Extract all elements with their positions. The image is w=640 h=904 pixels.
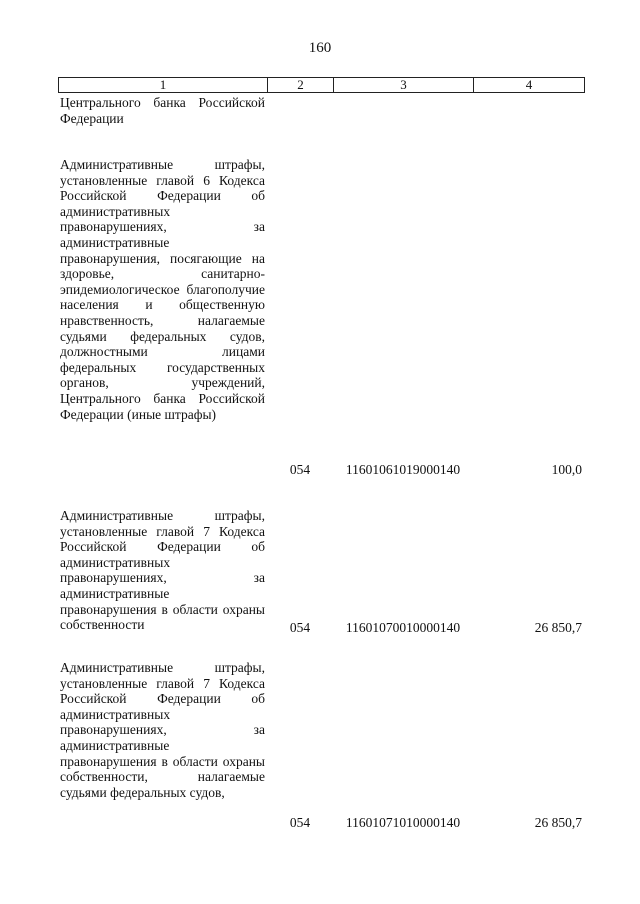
row-description: Административные штрафы, установленные главой 7 Кодекса Российской Федерации об административных правонарушениях, за административные правонарушения в области охраны собственности — [60, 508, 265, 633]
row-kbk: 11601071010000140 — [345, 815, 461, 830]
row-description: Административные штрафы, установленные главой 7 Кодекса Российской Федерации об административных правонарушениях, за административные правонарушения в области охраны собственности, налагаемые судьями федеральных судов, — [60, 660, 265, 800]
row-description: Центрального банка Российской Федерации — [60, 95, 265, 126]
page-number: 160 — [308, 40, 332, 56]
table-row — [58, 95, 585, 127]
column-header-4: 4 — [525, 77, 533, 92]
column-header-2: 2 — [268, 78, 334, 92]
table-row — [58, 157, 585, 477]
row-description: Административные штрафы, установленные главой 6 Кодекса Российской Федерации об административных правонарушениях, за административные правонарушения, посягающие на здоровье, санитарно-эпидемиологическое благополучие населения и общественную нравственность, налагаемые судьями федеральных судов, должностными лицами федеральных государственных органов, учреждений, Центрального банка Российской Федерации (иные штрафы) — [60, 157, 265, 422]
row-code: 054 — [289, 815, 311, 830]
row-amount: 100,0 — [551, 462, 582, 477]
table-header — [58, 77, 585, 93]
column-header-3: 3 — [334, 78, 474, 92]
row-kbk: 11601070010000140 — [345, 620, 461, 635]
table-row — [58, 508, 585, 638]
column-header-1: 1 — [59, 78, 268, 92]
row-amount: 26 850,7 — [534, 815, 582, 830]
row-code: 054 — [289, 462, 311, 477]
row-kbk: 11601061019000140 — [345, 462, 461, 477]
row-code: 054 — [289, 620, 311, 635]
row-amount: 26 850,7 — [534, 620, 582, 635]
table-row — [58, 660, 585, 835]
